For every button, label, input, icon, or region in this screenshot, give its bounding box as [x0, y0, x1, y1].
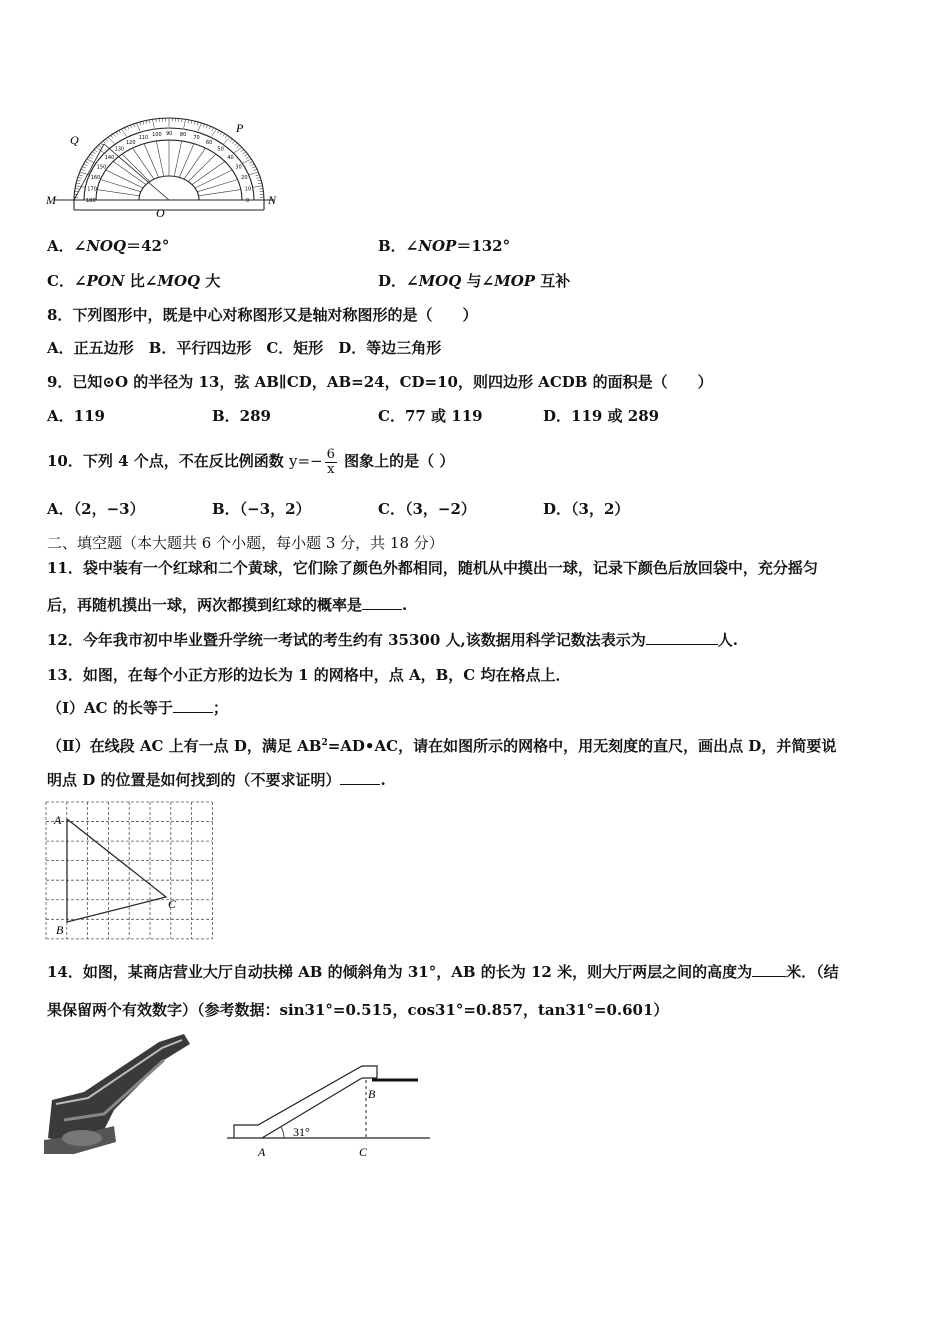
protractor-scale-label: 50 — [217, 146, 224, 153]
q14-line2: 果保留两个有效数字）（参考数据：sin31°=0.515，cos31°=0.857，tan31°=0.601） — [47, 1001, 669, 1019]
diagram-label-A: A — [258, 1145, 266, 1159]
protractor-scale-label: 180 — [86, 198, 96, 204]
q14-line1: 14．如图，某商店营业大厅自动扶梯 AB 的倾斜角为 31°，AB 的长为 12 米，则大厅两层之间的高度为 米．（结 — [47, 963, 839, 981]
q7-option-a: A．∠NOQ＝42° — [47, 237, 170, 255]
diagram-label-C: C — [359, 1145, 368, 1159]
protractor-figure — [44, 110, 284, 220]
protractor-scale-label: 100 — [152, 132, 162, 139]
label-Q: Q — [70, 133, 79, 147]
q8-stem: 8．下列图形中，既是中心对称图形又是轴对称图形的是（ ） — [47, 306, 478, 324]
q13-part2-blank[interactable] — [340, 770, 380, 785]
protractor-scale-label: 10 — [244, 186, 252, 193]
protractor-scale-label: 140 — [104, 154, 115, 161]
q13-grid-figure — [44, 800, 216, 946]
q9-option-b: B．289 — [212, 407, 271, 425]
protractor-scale-label: 0 — [246, 198, 250, 204]
grid-label-A: A — [54, 813, 62, 827]
protractor-scale-label: 70 — [193, 135, 200, 142]
protractor-scale-label: 30 — [235, 164, 242, 171]
q11-line1: 11．袋中装有一个红球和二个黄球，它们除了颜色外都相同，随机从中摸出一球，记录下颜色后放回袋中，充分摇匀 — [47, 559, 818, 577]
label-M: M — [46, 193, 56, 207]
label-N: N — [268, 193, 277, 207]
protractor-scale-label: 160 — [90, 175, 101, 182]
q10-option-d: D．（3，2） — [543, 500, 630, 518]
grid-label-B: B — [56, 923, 64, 937]
protractor-scale-label: 60 — [206, 139, 213, 146]
q11-line2: 后，再随机摸出一球，两次都摸到红球的概率是 . — [47, 596, 408, 614]
protractor-scale-label: 170 — [87, 186, 97, 193]
q7-option-d: D．∠MOQ 与∠MOP 互补 — [378, 272, 571, 290]
q9-option-c: C．77 或 119 — [378, 407, 483, 425]
q10-stem: 10．下列 4 个点，不在反比例函数 y=− $\frac{6}{x}$ 图象上的是（ ） — [47, 446, 455, 477]
label-O: O — [156, 206, 165, 220]
q11-answer-blank[interactable] — [362, 595, 402, 610]
protractor-scale-label: 110 — [138, 135, 149, 142]
q13-part3: 明点 D 的位置是如何找到的（不要求证明） . — [47, 771, 386, 789]
protractor-scale-label: 120 — [126, 139, 136, 146]
protractor-scale-label: 40 — [227, 154, 234, 161]
q12-answer-blank[interactable] — [646, 630, 718, 645]
q13-part2: （Ⅱ）在线段 AC 上有一点 D，满足 $AB^2=AD•AC$，请在如图所示的网格中，用无刻度的直尺，画出点 D，并简要说 — [47, 737, 837, 755]
q10-option-b: B．（−3，2） — [212, 500, 311, 518]
q13-stem: 13．如图，在每个小正方形的边长为 1 的网格中，点 A，B，C 均在格点上． — [47, 666, 571, 684]
q7-option-c: C．∠PON 比∠MOQ 大 — [47, 272, 221, 290]
q14-answer-blank[interactable] — [752, 962, 786, 977]
escalator-diagram — [222, 1030, 434, 1164]
protractor-scale-label: 90 — [166, 131, 173, 137]
protractor-scale-label: 150 — [96, 164, 107, 171]
protractor-scale-label: 80 — [179, 132, 187, 139]
q13-part1: （Ⅰ）AC 的长等于 ； — [47, 699, 228, 717]
section-2-heading: 二、填空题（本大题共 6 个小题，每小题 3 分，共 18 分） — [47, 534, 444, 552]
q9-option-a: A．119 — [47, 407, 105, 425]
q10-option-c: C．（3，−2） — [378, 500, 476, 518]
diagram-label-B: B — [368, 1087, 376, 1101]
label-P: P — [236, 121, 244, 135]
q7-option-b: B．∠NOP＝132° — [378, 237, 511, 255]
diagram-angle-label: 31° — [293, 1125, 310, 1139]
q8-options: A．正五边形 B．平行四边形 C．矩形 D．等边三角形 — [47, 339, 442, 357]
protractor-scale-label: 130 — [114, 146, 125, 153]
q9-stem: 9．已知⊙O 的半径为 13，弦 AB∥CD，AB=24，CD=10，则四边形 ACDB 的面积是（ ） — [47, 373, 713, 391]
q10-option-a: A．（2，−3） — [47, 500, 145, 518]
escalator-photo — [44, 1030, 204, 1160]
protractor-scale-label: 20 — [241, 175, 248, 182]
grid-label-C: C — [168, 897, 177, 911]
q13-part1-blank[interactable] — [173, 698, 213, 713]
q9-option-d: D．119 或 289 — [543, 407, 660, 425]
q12: 12．今年我市初中毕业暨升学统一考试的考生约有 35300 人,该数据用科学记数法表示为 人. — [47, 631, 738, 649]
